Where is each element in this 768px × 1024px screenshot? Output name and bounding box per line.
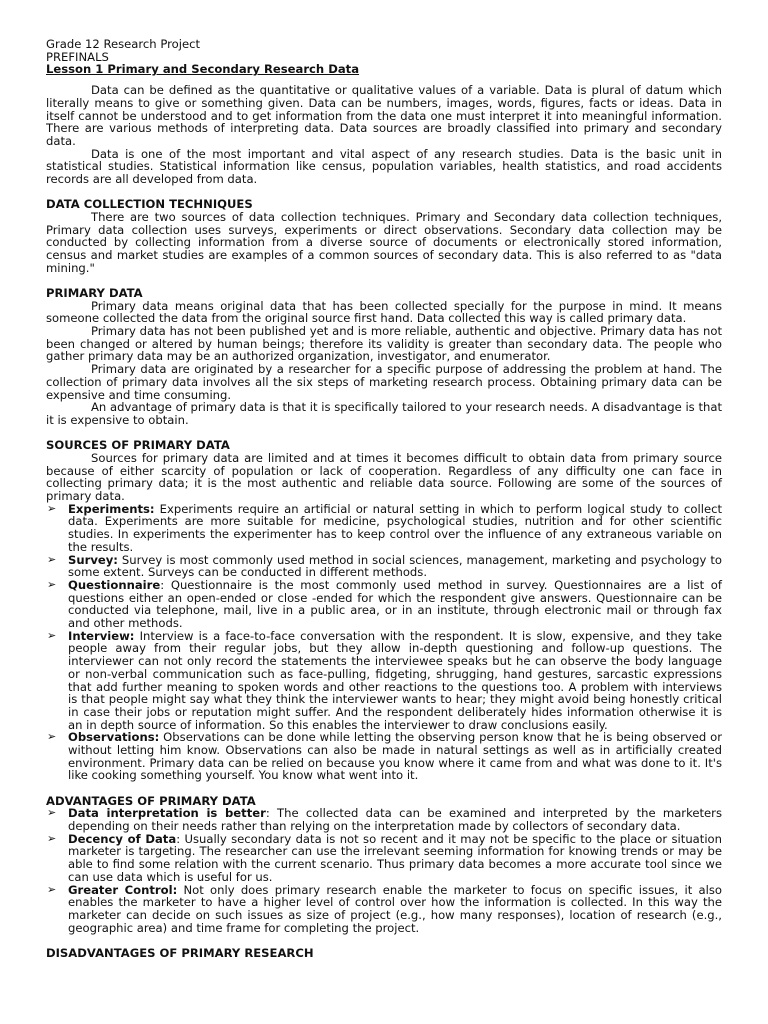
- section-heading-disadvantages: DISADVANTAGES OF PRIMARY RESEARCH: [46, 945, 314, 960]
- arrow-bullet-icon: ➢: [47, 628, 57, 642]
- course-title: Grade 12 Research Project: [46, 37, 201, 51]
- list-item: [46, 554, 722, 579]
- collection-paragraph: There are two sources of data collection techniques. Primary and Secondary data collection techniques, Primary data collection uses surveys, experiments or direct observations. Secondary data collection may be conducted by collecting information from a diverse source of documents or electronically stored information, census and market studies are examples of a common sources of secondary data. This is also referred to as "data mining.": [46, 209, 722, 275]
- arrow-bullet-icon: ➢: [47, 577, 57, 591]
- primary-paragraph: An advantage of primary data is that it is specifically tailored to your research needs. A disadvantage is that it is expensive to obtain.: [46, 400, 722, 427]
- item-term: Greater Control:: [68, 882, 178, 897]
- list-item: [46, 884, 722, 935]
- section-heading-collection: DATA COLLECTION TECHNIQUES: [46, 197, 253, 212]
- sources-list: [46, 503, 722, 782]
- item-text: Observations can be done while letting the observing person know that he is being observed or without letting him know. Observations can also be made in natural settings as well as in artificially created environment. Primary data can be relied on because you know where it came from and what was done to it. It's like cooking something yourself. You know what went into it.: [68, 730, 722, 783]
- item-term: Interview:: [68, 628, 135, 643]
- arrow-bullet-icon: ➢: [47, 501, 57, 515]
- item-term: Observations:: [68, 730, 160, 745]
- document-page: [46, 38, 722, 960]
- item-text: : The collected data can be examined and interpreted by the marketers depending on their needs rather than relying on the interpretation made by collectors of secondary data.: [68, 806, 722, 834]
- item-term: Decency of Data: [68, 831, 177, 846]
- item-text: Not only does primary research enable the marketer to focus on specific issues, it also enables the marketer to have a higher level of control over how the information is collected. In this way the marketer can decide on such issues as size of project (e.g., how many responses), location of research (e.g., geographic area) and time frame for completing the project.: [68, 882, 722, 935]
- primary-paragraph: Primary data are originated by a researcher for a specific purpose of addressing the problem at hand. The collection of primary data involves all the six steps of marketing research process. Obtaining primary data can be expensive and time consuming.: [46, 362, 722, 402]
- primary-paragraph: Primary data has not been published yet and is more reliable, authentic and objective. Primary data has not been changed or altered by human beings; therefore its validity is greater than secondary data. The people who gather primary data may be an authorized organization, investigator, and enumerator.: [46, 324, 722, 364]
- arrow-bullet-icon: ➢: [47, 806, 57, 820]
- item-term: Questionnaire: [68, 577, 161, 592]
- intro-paragraph: Data can be defined as the quantitative or qualitative values of a variable. Data is plural of datum which literally means to give or something given. Data can be numbers, images, words, figures, facts or ideas. Data in itself cannot be understood and to get information from the data one must interpret it into meaningful information. There are various methods of interpreting data. Data sources are broadly classified into primary and secondary data.: [46, 83, 722, 148]
- lesson-title: Lesson 1 Primary and Secondary Research Data: [46, 62, 360, 77]
- list-item: [46, 579, 722, 630]
- advantages-list: [46, 807, 722, 934]
- item-term: Survey:: [68, 552, 118, 567]
- list-item: [46, 630, 722, 732]
- section-heading-sources: SOURCES OF PRIMARY DATA: [46, 438, 230, 453]
- item-text: Experiments require an artificial or natural setting in which to perform logical study to collect data. Experiments are more suitable for medicine, psychological studies, nutrition and for other scientific studies. In experiments the experimenter has to keep control over the influence of any extraneous variable on the results.: [68, 501, 722, 554]
- item-text: Interview is a face-to-face conversation with the respondent. It is slow, expensive, and they take people away from their regular jobs, but they allow in-depth questioning and follow-up questions. The interviewer can not only record the statements the interviewee speaks but he can observe the body language or non-verbal communication such as face-pulling, fidgeting, shrugging, hand gestures, sarcastic expressions that add further meaning to spoken words and other reactions to the questions too. A problem with interviews is that people might say what they think the interviewer wants to hear; they might avoid being honestly critical in case their jobs or reputation might suffer. And the respondent deliberately hides information otherwise it is an in depth source of information. So this enables the interviewer to draw conclusions easily.: [68, 628, 722, 732]
- list-item: [46, 807, 722, 832]
- section-heading-primary: PRIMARY DATA: [46, 285, 143, 300]
- list-item: [46, 503, 722, 554]
- sources-paragraph: Sources for primary data are limited and at times it becomes difficult to obtain data from primary source because of either scarcity of population or lack of cooperation. Regardless of any difficulty one can face in collecting primary data; it is the most authentic and reliable data source. Following are some of the sources of primary data.: [46, 450, 722, 503]
- item-text: : Questionnaire is the most commonly used method in survey. Questionnaires are a list of questions either an open-ended or close -ended for which the respondent give answers. Questionnaire can be conducted via telephone, mail, live in a public area, or in an institute, through electronic mail or through fax and other methods.: [68, 577, 722, 631]
- arrow-bullet-icon: ➢: [47, 730, 57, 744]
- item-text: : Usually secondary data is not so recent and it may not be specific to the place or situation marketer is targeting. The researcher can use the irrelevant seeming information for knowing trends or may be able to find some relation with the current scenario. Thus primary data becomes a more accurate tool since we can use data which is useful for us.: [68, 831, 722, 884]
- arrow-bullet-icon: ➢: [47, 552, 57, 566]
- list-item: [46, 833, 722, 884]
- item-text: Survey is most commonly used method in social sciences, management, marketing and psychology to some extent. Surveys can be conducted in different methods.: [68, 552, 722, 580]
- term-label: PREFINALS: [46, 49, 109, 64]
- list-item: [46, 731, 722, 782]
- item-term: Experiments:: [68, 501, 155, 516]
- primary-paragraph: Primary data means original data that has been collected specially for the purpose in mind. It means someone collected the data from the original source first hand. Data collected this way is called primary data.: [46, 298, 722, 326]
- arrow-bullet-icon: ➢: [47, 831, 57, 845]
- intro-paragraph: Data is one of the most important and vital aspect of any research studies. Data is the basic unit in statistical studies. Statistical information like census, population variables, health statistics, and road accidents records are all developed from data.: [46, 146, 722, 187]
- item-term: Data interpretation is better: [68, 806, 266, 821]
- arrow-bullet-icon: ➢: [47, 882, 57, 896]
- section-heading-advantages: ADVANTAGES OF PRIMARY DATA: [46, 793, 256, 808]
